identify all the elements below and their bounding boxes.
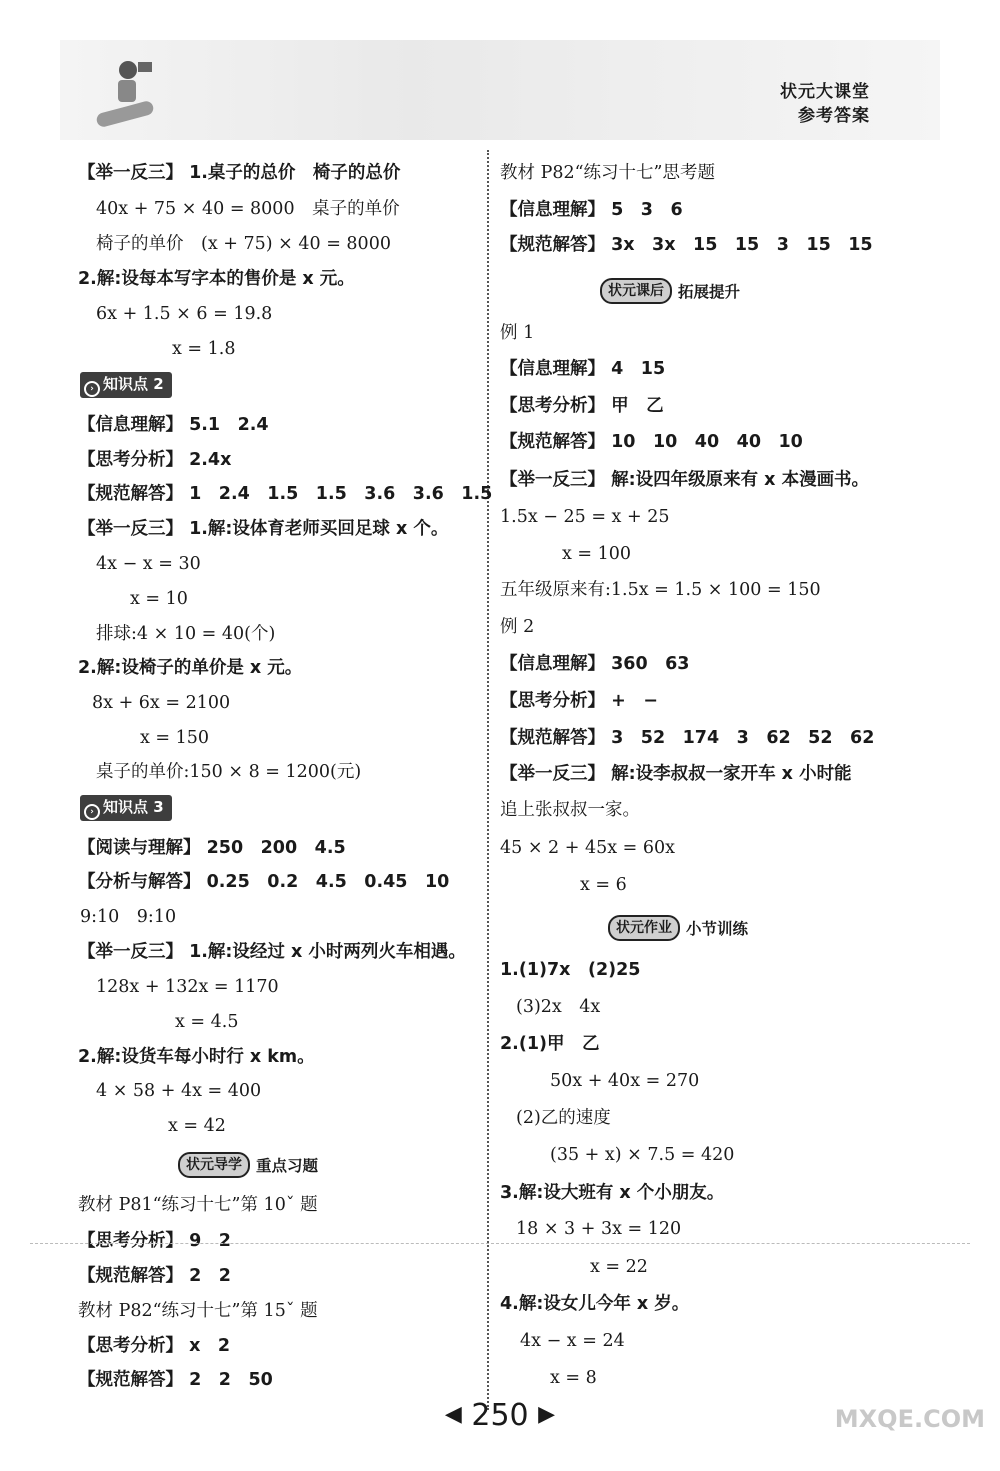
text-line: 【规范解答】 3x 3x 15 15 3 15 15 <box>500 235 873 255</box>
page-number-text: 250 <box>471 1398 529 1433</box>
text-line: 【举一反三】 解:设李叔叔一家开车 x 小时能 <box>500 764 852 784</box>
text-line: 【信息理解】 360 63 <box>500 654 690 674</box>
equation-line: (35 + x) × 7.5 = 420 <box>550 1145 735 1165</box>
equation-line: 椅子的单价 (x + 75) × 40 = 8000 <box>96 234 391 254</box>
text-line: 【规范解答】 10 10 40 40 10 <box>500 432 803 452</box>
text-line: 2.(1)甲 乙 <box>500 1034 600 1054</box>
text-line: 追上张叔叔一家。 <box>500 800 640 820</box>
text-line: 9:10 9:10 <box>80 907 177 927</box>
text-line: 排球:4 × 10 = 40(个) <box>96 624 276 644</box>
equation-line: x = 10 <box>130 589 188 609</box>
text-line: 4.解:设女儿今年 x 岁。 <box>500 1294 690 1314</box>
badge-label: 知识点 3 <box>103 798 164 816</box>
text-line: 2.解:设每本写字本的售价是 x 元。 <box>78 269 355 289</box>
triangle-right-icon: ▶ <box>538 1402 556 1427</box>
section-heading <box>178 1152 318 1178</box>
text-line: 1.(1)7x (2)25 <box>500 960 641 980</box>
section-title: 拓展提升 <box>678 283 741 301</box>
equation-line: x = 100 <box>562 544 632 564</box>
page-number <box>430 1398 570 1433</box>
knowledge-point-badge <box>80 372 172 398</box>
equation-line: 128x + 132x = 1170 <box>96 977 279 997</box>
text-line: 【举一反三】 1.解:设体育老师买回足球 x 个。 <box>78 519 449 539</box>
equation-line: x = 150 <box>140 728 210 748</box>
example-label: 例 1 <box>500 323 535 343</box>
brand-title <box>780 80 870 128</box>
example-label: 例 2 <box>500 617 535 637</box>
arrow-circle-icon: › <box>84 381 100 397</box>
section-pill: 状元作业 <box>608 915 680 941</box>
equation-line: 45 × 2 + 45x = 60x <box>500 838 676 858</box>
text-line: 【阅读与理解】 250 200 4.5 <box>78 838 346 858</box>
watermark: MXQE.COM <box>834 1405 985 1433</box>
section-title: 小节训练 <box>686 920 749 938</box>
equation-line: x = 22 <box>590 1257 648 1277</box>
equation-line: 4x − x = 24 <box>520 1331 625 1351</box>
equation-line: 4 × 58 + 4x = 400 <box>96 1081 262 1101</box>
text-line: 【思考分析】 甲 乙 <box>500 396 664 416</box>
text-line: 【分析与解答】 0.25 0.2 4.5 0.45 10 <box>78 872 450 892</box>
equation-line: x = 42 <box>168 1116 226 1136</box>
equation-line: 18 × 3 + 3x = 120 <box>516 1219 682 1239</box>
text-line: 2.解:设椅子的单价是 x 元。 <box>78 658 303 678</box>
brand-line-2: 参考答案 <box>798 106 870 126</box>
arrow-circle-icon: › <box>84 804 100 820</box>
text-line: 【信息理解】 5 3 6 <box>500 200 683 220</box>
section-pill: 状元课后 <box>600 278 672 304</box>
text-line: 2.解:设货车每小时行 x km。 <box>78 1047 315 1067</box>
equation-line: x = 1.8 <box>172 339 236 359</box>
equation-line: 4x − x = 30 <box>96 554 201 574</box>
text-line: 教材 P82“练习十七”第 15ˇ 题 <box>78 1301 318 1321</box>
text-line: 【思考分析】 9 2 <box>78 1231 231 1251</box>
section-heading <box>600 278 740 304</box>
equation-line: 6x + 1.5 × 6 = 19.8 <box>96 304 273 324</box>
text-line: (3)2x 4x <box>516 997 601 1017</box>
text-line: 【规范解答】 3 52 174 3 62 52 62 <box>500 728 875 748</box>
equation-line: 1.5x − 25 = x + 25 <box>500 507 670 527</box>
equation-line: x = 8 <box>550 1368 597 1388</box>
text-line: (2)乙的速度 <box>516 1108 611 1128</box>
section-heading <box>608 915 748 941</box>
text-line: 【信息理解】 4 15 <box>500 359 666 379</box>
text-line: 【信息理解】 5.1 2.4 <box>78 415 269 435</box>
text-line: 【思考分析】 2.4x <box>78 450 232 470</box>
knowledge-point-badge <box>80 795 172 821</box>
text-line: 【思考分析】 x 2 <box>78 1336 231 1356</box>
text-line: 【举一反三】 1.解:设经过 x 小时两列火车相遇。 <box>78 942 466 962</box>
column-divider <box>487 150 489 1410</box>
text-line: 【规范解答】 2 2 <box>78 1266 231 1286</box>
student-mascot-logo-icon <box>88 52 158 132</box>
text-line: 【举一反三】 解:设四年级原来有 x 本漫画书。 <box>500 470 870 490</box>
text-line: 教材 P82“练习十七”思考题 <box>500 163 715 183</box>
text-line: 【举一反三】 1.桌子的总价 椅子的总价 <box>78 163 401 183</box>
text-line: 桌子的单价:150 × 8 = 1200(元) <box>96 762 362 782</box>
text-line: 【规范解答】 2 2 50 <box>78 1370 273 1390</box>
badge-label: 知识点 2 <box>103 375 164 393</box>
section-title: 重点习题 <box>256 1157 319 1175</box>
text-line: 3.解:设大班有 x 个小朋友。 <box>500 1183 725 1203</box>
text-line: 教材 P81“练习十七”第 10ˇ 题 <box>78 1195 318 1215</box>
text-line: 【规范解答】 1 2.4 1.5 1.5 3.6 3.6 1.5 <box>78 484 493 504</box>
section-pill: 状元导学 <box>178 1152 250 1178</box>
footer-divider <box>30 1243 970 1244</box>
triangle-left-icon: ◀ <box>444 1402 462 1427</box>
equation-line: 50x + 40x = 270 <box>550 1071 700 1091</box>
equation-line: x = 6 <box>580 875 627 895</box>
equation-line: 40x + 75 × 40 = 8000 桌子的单价 <box>96 199 400 219</box>
equation-line: x = 4.5 <box>175 1012 239 1032</box>
text-line: 五年级原来有:1.5x = 1.5 × 100 = 150 <box>500 580 821 600</box>
equation-line: 8x + 6x = 2100 <box>92 693 231 713</box>
text-line: 【思考分析】 + − <box>500 691 658 711</box>
brand-line-1: 状元大课堂 <box>780 82 870 102</box>
